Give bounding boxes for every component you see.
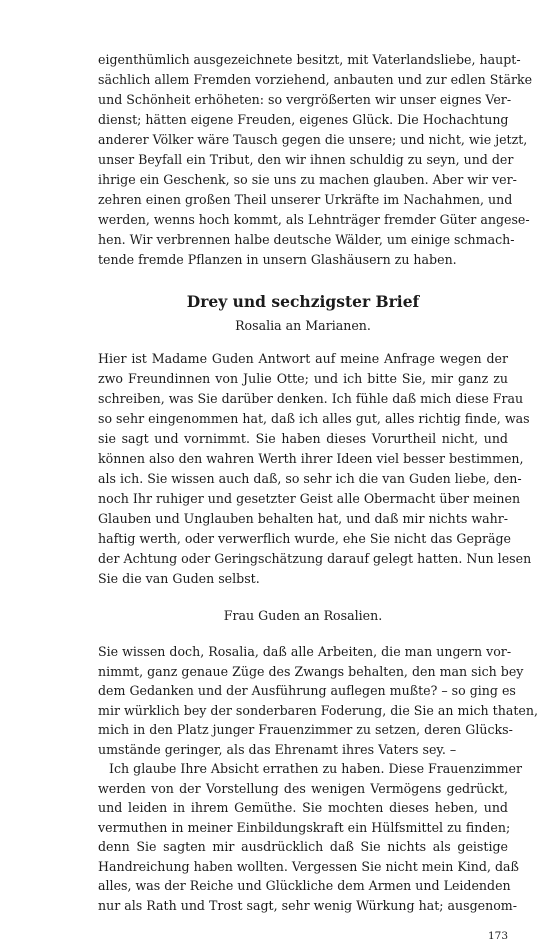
page-number: 173 (487, 930, 508, 942)
text-line: tende fremde Pflanzen in unsern Glashäusern zu haben. (98, 252, 457, 267)
text-line: können also den wahren Werth ihrer Ideen viel besser bestimmen, (98, 451, 524, 466)
text-line: schreiben, was Sie darüber denken. Ich fühle daß mich diese Frau (98, 391, 524, 406)
text-line: als ich. Sie wissen auch daß, so sehr ich die van Guden liebe, den- (98, 471, 522, 486)
text-line: nimmt, ganz genaue Züge des Zwangs behalten, den man sich bey (98, 663, 524, 679)
text-line: mich in den Platz junger Frauenzimmer zu setzen, deren Glücks- (98, 722, 513, 737)
text-line: hen. Wir verbrennen halbe deutsche Wälder, um einige schmach- (98, 232, 515, 247)
text-line: Handreichung haben wollten. Vergessen Sie nicht mein Kind, daß (98, 858, 519, 874)
text-line: sächlich allem Fremden vorziehend, anbauten und zur edlen Stärke (98, 72, 533, 87)
text-line: der Achtung oder Geringschätzung darauf gelegt hatten. Nun lesen (98, 551, 532, 566)
text-line: vermuthen in meiner Einbildungskraft ein Hülfsmittel zu finden; (98, 819, 511, 835)
text-line: umstände geringer, als das Ehrenamt ihres Vaters sey. – (98, 741, 457, 757)
letter-heading: Drey und sechzigster Brief (186, 292, 420, 311)
text-line: werden, wenns hoch kommt, als Lehnträger fremder Güter angese- (98, 212, 530, 227)
text-line: Hier ist Madame Guden Antwort auf meine Anfrage wegen der (98, 351, 508, 366)
text-line: dienst; hätten eigene Freuden, eigenes Glück. Die Hochachtung (98, 112, 509, 127)
text-line: haftig werth, oder verwerflich wurde, ehe Sie nicht das Gepräge (98, 531, 512, 546)
text-line: denn Sie sagten mir ausdrücklich daß Sie nichts als geistige (98, 839, 508, 854)
text-line: dem Gedanken und der Ausführung auflegen mußte? – so ging es (98, 683, 516, 698)
text-line: und leiden in ihrem Gemüthe. Sie mochten dieses heben, und (98, 800, 508, 815)
letter-subheading: Rosalia an Marianen. (235, 318, 371, 333)
text-line: und Schönheit erhöheten: so vergrößerten wir unser eignes Ver- (98, 92, 512, 107)
text-line: noch Ihr ruhiger und gesetzter Geist alle Obermacht über meinen (98, 491, 521, 506)
text-line: eigenthümlich ausgezeichnete besitzt, mit Vaterlandsliebe, haupt- (98, 52, 521, 67)
text-line: werden von der Vorstellung des wenigen Vermögens gedrückt, (98, 780, 508, 796)
text-line: Glauben und Unglauben behalten hat, und daß mir nichts wahr- (98, 511, 508, 526)
text-line: zehren einen großen Theil unserer Urkräfte im Nachahmen, und (98, 192, 513, 207)
text-line: unser Beyfall ein Tribut, den wir ihnen schuldig zu seyn, und der (98, 152, 514, 167)
text-line: zwo Freundinnen von Julie Otte; und ich bitte Sie, mir ganz zu (98, 371, 508, 386)
inner-letter-heading: Frau Guden an Rosalien. (223, 608, 383, 623)
text-line: Sie wissen doch, Rosalia, daß alle Arbeiten, die man ungern vor- (98, 644, 512, 659)
text-line: mir würklich bey der sonderbaren Foderung, die Sie an mich thaten, (98, 702, 538, 718)
text-line: alles, was der Reiche und Glückliche dem Armen und Leidenden (98, 878, 511, 893)
text-line: nur als Rath und Trost sagt, sehr wenig Würkung hat; ausgenom- (98, 897, 518, 913)
text-line: sie sagt und vornimmt. Sie haben dieses Vorurtheil nicht, und (98, 431, 508, 446)
text-line: ihrige ein Geschenk, so sie uns zu machen glauben. Aber wir ver- (98, 172, 517, 187)
text-line: Sie die van Guden selbst. (98, 571, 260, 586)
text-line: Ich glaube Ihre Absicht errathen zu haben. Diese Frauenzimmer (109, 761, 523, 776)
text-line: anderer Völker wäre Tausch gegen die unsere; und nicht, wie jetzt, (98, 132, 528, 147)
text-line: so sehr eingenommen hat, daß ich alles gut, alles richtig finde, was (98, 411, 530, 426)
